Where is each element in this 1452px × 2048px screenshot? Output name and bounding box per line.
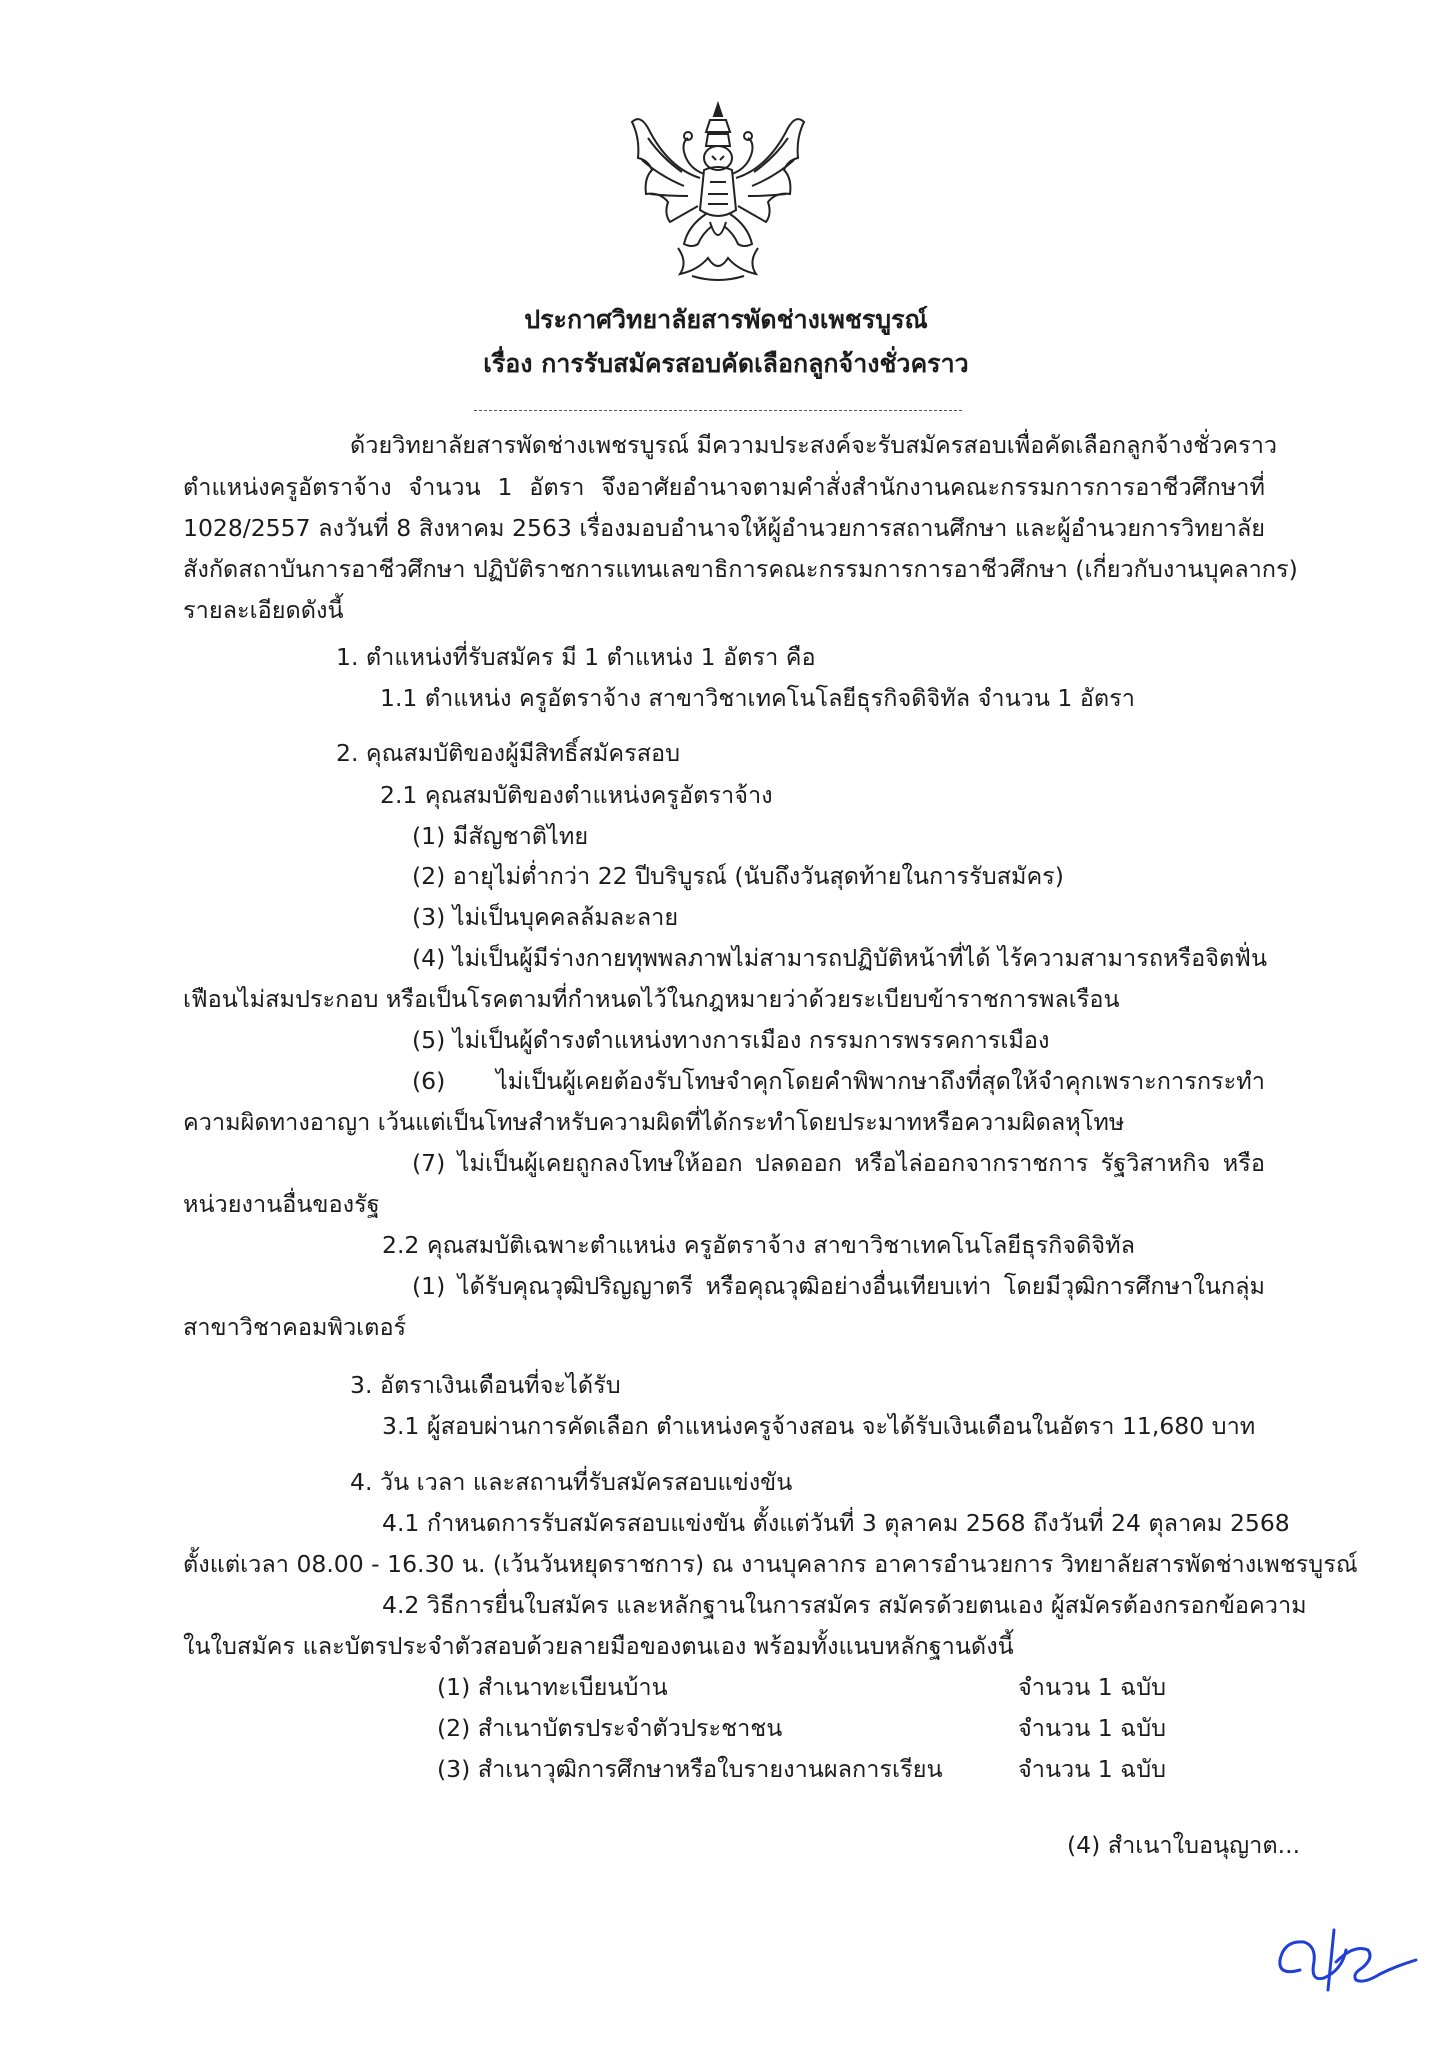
qualification-7b: หน่วยงานอื่นของรัฐ [183,1190,380,1218]
qualification-4a: (4) ไม่เป็นผู้มีร่างกายทุพพลภาพไม่สามารถปฏิบัติหน้าที่ได้ ไร้ความสามารถหรือจิตฟั่น [412,944,1268,972]
intro-line-5: รายละเอียดดังนี้ [183,596,344,624]
section-3-item-1: 3.1 ผู้สอบผ่านการคัดเลือก ตำแหน่งครูจ้างสอน จะได้รับเงินเดือนในอัตรา 11,680 บาท [382,1412,1256,1440]
intro-line-1: ด้วยวิทยาลัยสารพัดช่างเพชรบูรณ์ มีความประสงค์จะรับสมัครสอบเพื่อคัดเลือกลูกจ้างชั่วคราว [350,431,1278,459]
document-1-qty: จำนวน 1 ฉบับ [1018,1673,1167,1701]
qualification-3: (3) ไม่เป็นบุคคลล้มละลาย [412,903,679,931]
document-2-qty: จำนวน 1 ฉบับ [1018,1714,1167,1742]
section-3-heading: 3. อัตราเงินเดือนที่จะได้รับ [350,1371,621,1399]
section-1-item-1: 1.1 ตำแหน่ง ครูอัตราจ้าง สาขาวิชาเทคโนโลยีธุรกิจดิจิทัล จำนวน 1 อัตรา [380,684,1135,712]
signature-icon [1270,1910,1430,2000]
qualification-5: (5) ไม่เป็นผู้ดำรงตำแหน่งทางการเมือง กรรมการพรรคการเมือง [412,1026,1050,1054]
section-2-sub-2: 2.2 คุณสมบัติเฉพาะตำแหน่ง ครูอัตราจ้าง สาขาวิชาเทคโนโลยีธุรกิจดิจิทัล [382,1231,1136,1259]
specific-qualification-1a: (1) ได้รับคุณวุฒิปริญญาตรี หรือคุณวุฒิอย่างอื่นเทียบเท่า โดยมีวุฒิการศึกษาในกลุ่ม [412,1272,1265,1300]
section-4-item-1a: 4.1 กำหนดการรับสมัครสอบแข่งขัน ตั้งแต่วันที่ 3 ตุลาคม 2568 ถึงวันที่ 24 ตุลาคม 2568 [382,1509,1290,1537]
document-3-qty: จำนวน 1 ฉบับ [1018,1755,1167,1783]
document-subject: เรื่อง การรับสมัครสอบคัดเลือกลูกจ้างชั่วคราว [483,349,969,378]
title-divider [474,410,962,411]
garuda-emblem-icon [618,98,818,288]
qualification-7a: (7) ไม่เป็นผู้เคยถูกลงโทษให้ออก ปลดออก หรือไล่ออกจากราชการ รัฐวิสาหกิจ หรือ [412,1149,1265,1177]
continuation-note: (4) สำเนาใบอนุญาต... [1067,1831,1301,1859]
intro-line-2: ตำแหน่งครูอัตราจ้าง จำนวน 1 อัตรา จึงอาศัยอำนาจตามคำสั่งสำนักงานคณะกรรมการการอาชีวศึกษาที่ [183,473,1265,501]
qualification-6b: ความผิดทางอาญา เว้นแต่เป็นโทษสำหรับความผิดที่ได้กระทำโดยประมาทหรือความผิดลหุโทษ [183,1108,1125,1136]
qualification-6a: (6) ไม่เป็นผู้เคยต้องรับโทษจำคุกโดยคำพิพากษาถึงที่สุดให้จำคุกเพราะการกระทำ [412,1067,1265,1095]
document-title: ประกาศวิทยาลัยสารพัดช่างเพชรบูรณ์ [524,305,928,334]
qualification-1: (1) มีสัญชาติไทย [412,822,589,850]
document-2-label: (2) สำเนาบัตรประจำตัวประชาชน [437,1714,783,1742]
intro-line-4: สังกัดสถาบันการอาชีวศึกษา ปฏิบัติราชการแทนเลขาธิการคณะกรรมการการอาชีวศึกษา (เกี่ยวกับงานบุคลากร) [183,555,1298,583]
section-1-heading: 1. ตำแหน่งที่รับสมัคร มี 1 ตำแหน่ง 1 อัตรา คือ [336,643,816,671]
specific-qualification-1b: สาขาวิชาคอมพิวเตอร์ [183,1313,407,1341]
intro-line-3: 1028/2557 ลงวันที่ 8 สิงหาคม 2563 เรื่องมอบอำนาจให้ผู้อำนวยการสถานศึกษา และผู้อำนวยการวิทยาลัย [183,514,1265,542]
section-2-heading: 2. คุณสมบัติของผู้มีสิทธิ์สมัครสอบ [336,739,681,767]
document-3-label: (3) สำเนาวุฒิการศึกษาหรือใบรายงานผลการเรียน [437,1755,943,1783]
qualification-4b: เฟือนไม่สมประกอบ หรือเป็นโรคตามที่กำหนดไว้ในกฎหมายว่าด้วยระเบียบข้าราชการพลเรือน [183,985,1120,1013]
section-2-sub-1: 2.1 คุณสมบัติของตำแหน่งครูอัตราจ้าง [380,781,773,809]
qualification-2: (2) อายุไม่ต่ำกว่า 22 ปีบริบูรณ์ (นับถึงวันสุดท้ายในการรับสมัคร) [412,862,1064,890]
section-4-item-2a: 4.2 วิธีการยื่นใบสมัคร และหลักฐานในการสมัคร สมัครด้วยตนเอง ผู้สมัครต้องกรอกข้อความ [382,1591,1307,1619]
document-1-label: (1) สำเนาทะเบียนบ้าน [437,1673,668,1701]
section-4-heading: 4. วัน เวลา และสถานที่รับสมัครสอบแข่งขัน [350,1468,793,1496]
section-4-item-1b: ตั้งแต่เวลา 08.00 - 16.30 น. (เว้นวันหยุดราชการ) ณ งานบุคลากร อาคารอำนวยการ วิทยาลัยสารพัดช่างเพชรบูรณ์ [183,1550,1358,1578]
section-4-item-2b: ในใบสมัคร และบัตรประจำตัวสอบด้วยลายมือของตนเอง พร้อมทั้งแนบหลักฐานดังนี้ [183,1632,1014,1660]
